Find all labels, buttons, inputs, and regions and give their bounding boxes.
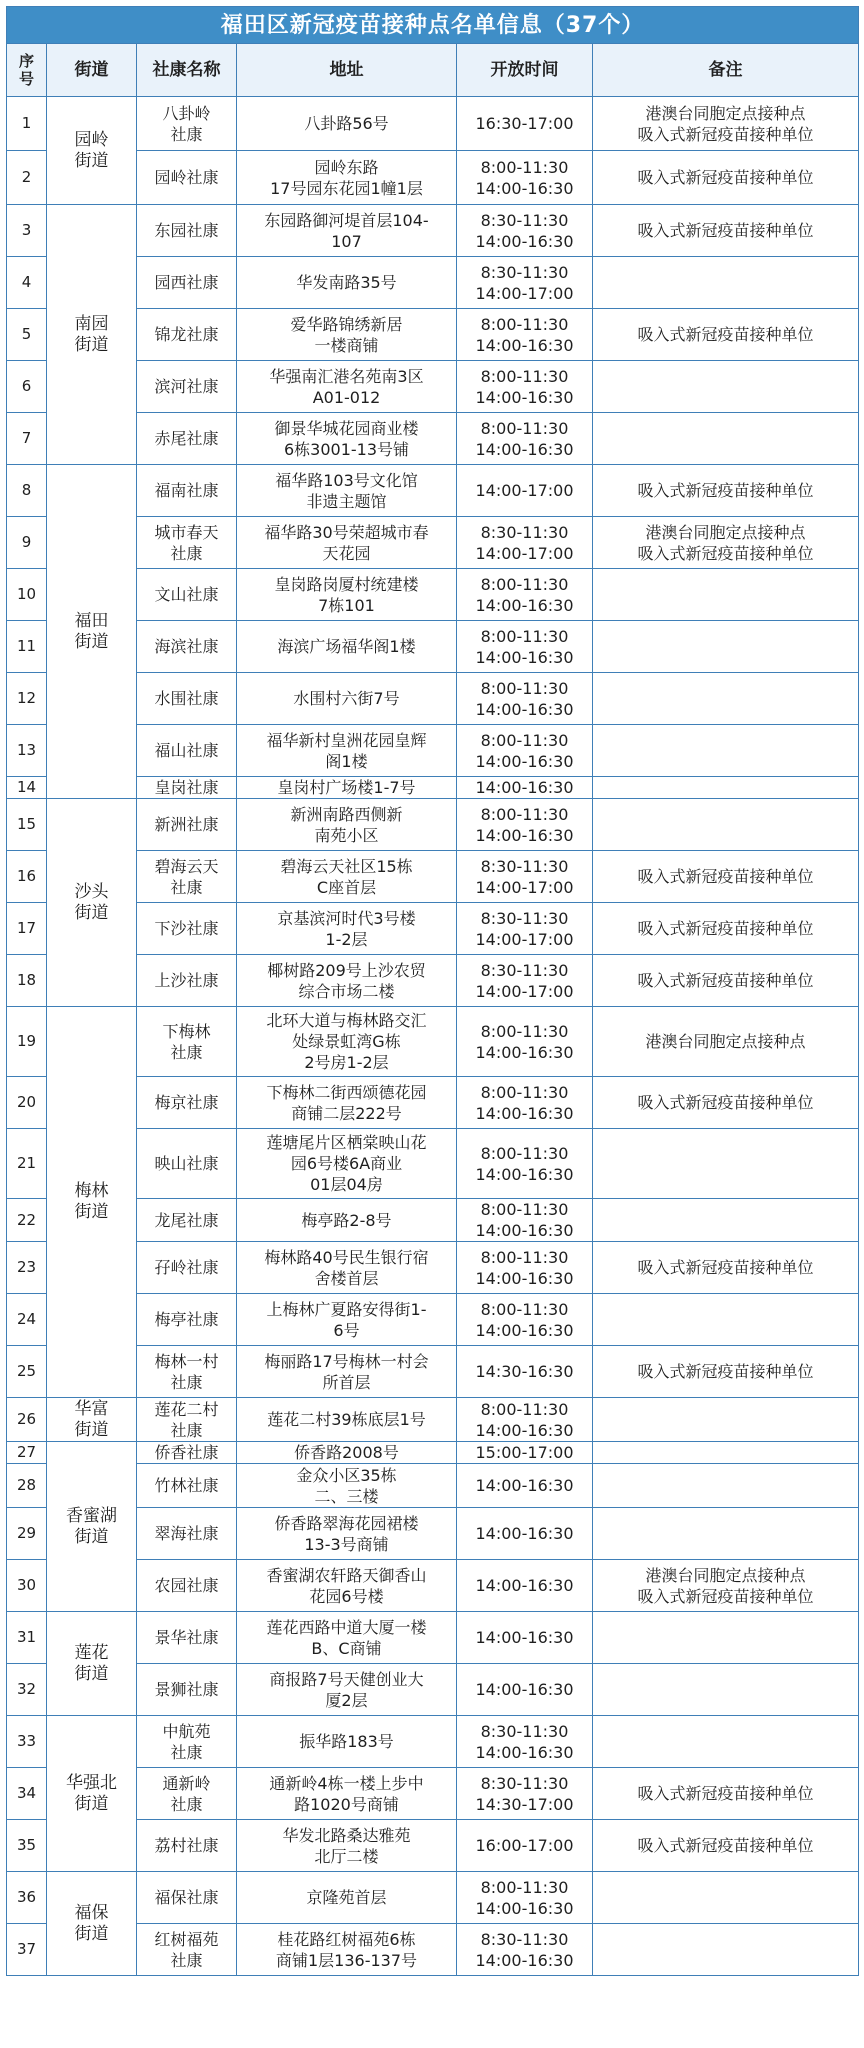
address-cell: 商报路7号天健创业大 厦2层 [237, 1664, 457, 1716]
address-cell: 福华新村皇洲花园皇辉 阁1楼 [237, 725, 457, 777]
hours-cell: 8:00-11:30 14:00-16:30 [457, 725, 593, 777]
table-row [7, 97, 859, 151]
note-cell [593, 413, 859, 465]
row-seq: 18 [7, 955, 47, 1007]
address-cell: 京隆苑首层 [237, 1872, 457, 1924]
address-cell: 梅丽路17号梅林一村会 所首层 [237, 1346, 457, 1398]
row-seq: 12 [7, 673, 47, 725]
note-cell: 吸入式新冠疫苗接种单位 [593, 1077, 859, 1129]
clinic-name: 荔村社康 [137, 1820, 237, 1872]
row-seq: 2 [7, 151, 47, 205]
address-cell: 福华路103号文化馆 非遗主题馆 [237, 465, 457, 517]
hours-cell: 16:00-17:00 [457, 1820, 593, 1872]
header-row [7, 44, 859, 97]
clinic-name: 下沙社康 [137, 903, 237, 955]
hours-cell: 14:00-16:30 [457, 1464, 593, 1508]
clinic-name: 福山社康 [137, 725, 237, 777]
street-name: 园岭 街道 [47, 97, 137, 205]
address-cell: 爱华路锦绣新居 一楼商铺 [237, 309, 457, 361]
address-cell: 莲花二村39栋底层1号 [237, 1398, 457, 1442]
address-cell: 香蜜湖农轩路天御香山 花园6号楼 [237, 1560, 457, 1612]
header-address: 地址 [237, 44, 457, 97]
hours-cell: 8:30-11:30 14:00-17:00 [457, 517, 593, 569]
clinic-name: 园岭社康 [137, 151, 237, 205]
address-cell: 振华路183号 [237, 1716, 457, 1768]
clinic-name: 水围社康 [137, 673, 237, 725]
note-cell: 吸入式新冠疫苗接种单位 [593, 1768, 859, 1820]
street-name: 沙头 街道 [47, 799, 137, 1007]
hours-cell: 8:30-11:30 14:00-16:30 [457, 1924, 593, 1976]
hours-cell: 8:00-11:30 14:00-16:30 [457, 799, 593, 851]
hours-cell: 8:30-11:30 14:00-16:30 [457, 205, 593, 257]
row-seq: 19 [7, 1007, 47, 1077]
note-cell: 吸入式新冠疫苗接种单位 [593, 151, 859, 205]
address-cell: 福华路30号荣超城市春 天花园 [237, 517, 457, 569]
clinic-name: 龙尾社康 [137, 1199, 237, 1242]
note-cell: 吸入式新冠疫苗接种单位 [593, 1242, 859, 1294]
clinic-name: 梅京社康 [137, 1077, 237, 1129]
address-cell: 京基滨河时代3号楼 1-2层 [237, 903, 457, 955]
table-row [7, 1398, 859, 1442]
note-cell [593, 1612, 859, 1664]
street-name: 华富 街道 [47, 1398, 137, 1442]
hours-cell: 8:30-11:30 14:00-17:00 [457, 257, 593, 309]
note-cell [593, 1664, 859, 1716]
clinic-name: 中航苑 社康 [137, 1716, 237, 1768]
note-cell [593, 1199, 859, 1242]
note-cell: 港澳台同胞定点接种点 吸入式新冠疫苗接种单位 [593, 97, 859, 151]
row-seq: 21 [7, 1129, 47, 1199]
row-seq: 4 [7, 257, 47, 309]
address-cell: 水围村六街7号 [237, 673, 457, 725]
row-seq: 16 [7, 851, 47, 903]
hours-cell: 8:00-11:30 14:00-16:30 [457, 151, 593, 205]
clinic-name: 梅林一村 社康 [137, 1346, 237, 1398]
address-cell: 下梅林二街西颂德花园 商铺二层222号 [237, 1077, 457, 1129]
header-seq: 序号 [7, 44, 47, 97]
clinic-name: 红树福苑 社康 [137, 1924, 237, 1976]
row-seq: 33 [7, 1716, 47, 1768]
clinic-name: 碧海云天 社康 [137, 851, 237, 903]
row-seq: 27 [7, 1442, 47, 1464]
address-cell: 园岭东路 17号园东花园1幢1层 [237, 151, 457, 205]
hours-cell: 8:00-11:30 14:00-16:30 [457, 309, 593, 361]
table-title: 福田区新冠疫苗接种点名单信息（37个） [7, 7, 859, 44]
note-cell [593, 1716, 859, 1768]
row-seq: 14 [7, 777, 47, 799]
header-street: 街道 [47, 44, 137, 97]
hours-cell: 8:30-11:30 14:00-16:30 [457, 1716, 593, 1768]
clinic-name: 海滨社康 [137, 621, 237, 673]
note-cell: 港澳台同胞定点接种点 吸入式新冠疫苗接种单位 [593, 517, 859, 569]
row-seq: 36 [7, 1872, 47, 1924]
note-cell [593, 1924, 859, 1976]
address-cell: 梅林路40号民生银行宿 舍楼首层 [237, 1242, 457, 1294]
note-cell [593, 1398, 859, 1442]
row-seq: 30 [7, 1560, 47, 1612]
row-seq: 7 [7, 413, 47, 465]
note-cell [593, 1129, 859, 1199]
hours-cell: 8:00-11:30 14:00-16:30 [457, 1398, 593, 1442]
note-cell [593, 1464, 859, 1508]
header-note: 备注 [593, 44, 859, 97]
row-seq: 9 [7, 517, 47, 569]
clinic-name: 滨河社康 [137, 361, 237, 413]
hours-cell: 14:00-16:30 [457, 1508, 593, 1560]
note-cell: 吸入式新冠疫苗接种单位 [593, 955, 859, 1007]
street-name: 莲花 街道 [47, 1612, 137, 1716]
row-seq: 25 [7, 1346, 47, 1398]
row-seq: 10 [7, 569, 47, 621]
row-seq: 23 [7, 1242, 47, 1294]
clinic-name: 八卦岭 社康 [137, 97, 237, 151]
note-cell [593, 725, 859, 777]
street-name: 南园 街道 [47, 205, 137, 465]
address-cell: 东园路御河堤首层104- 107 [237, 205, 457, 257]
hours-cell: 8:00-11:30 14:00-16:30 [457, 361, 593, 413]
street-name: 香蜜湖 街道 [47, 1442, 137, 1612]
table-row [7, 1442, 859, 1464]
address-cell: 皇岗路岗厦村统建楼 7栋101 [237, 569, 457, 621]
clinic-name: 莲花二村 社康 [137, 1398, 237, 1442]
table-row [7, 1007, 859, 1077]
row-seq: 29 [7, 1508, 47, 1560]
hours-cell: 8:00-11:30 14:00-16:30 [457, 1199, 593, 1242]
row-seq: 17 [7, 903, 47, 955]
address-cell: 通新岭4栋一楼上步中 路1020号商铺 [237, 1768, 457, 1820]
clinic-name: 下梅林 社康 [137, 1007, 237, 1077]
note-cell [593, 799, 859, 851]
clinic-name: 园西社康 [137, 257, 237, 309]
address-cell: 皇岗村广场楼1-7号 [237, 777, 457, 799]
clinic-name: 梅亭社康 [137, 1294, 237, 1346]
row-seq: 8 [7, 465, 47, 517]
clinic-name: 城市春天 社康 [137, 517, 237, 569]
row-seq: 34 [7, 1768, 47, 1820]
row-seq: 15 [7, 799, 47, 851]
note-cell: 吸入式新冠疫苗接种单位 [593, 1820, 859, 1872]
note-cell [593, 621, 859, 673]
clinic-name: 映山社康 [137, 1129, 237, 1199]
table-body [7, 97, 859, 1976]
hours-cell: 14:30-16:30 [457, 1346, 593, 1398]
vaccination-sites-table [6, 6, 859, 1976]
clinic-name: 文山社康 [137, 569, 237, 621]
clinic-name: 上沙社康 [137, 955, 237, 1007]
note-cell [593, 1508, 859, 1560]
hours-cell: 14:00-16:30 [457, 1612, 593, 1664]
table-row [7, 799, 859, 851]
clinic-name: 赤尾社康 [137, 413, 237, 465]
clinic-name: 新洲社康 [137, 799, 237, 851]
note-cell [593, 777, 859, 799]
table-row [7, 1872, 859, 1924]
address-cell: 上梅林广夏路安得街1- 6号 [237, 1294, 457, 1346]
hours-cell: 14:00-16:30 [457, 777, 593, 799]
hours-cell: 8:30-11:30 14:30-17:00 [457, 1768, 593, 1820]
address-cell: 海滨广场福华阁1楼 [237, 621, 457, 673]
row-seq: 37 [7, 1924, 47, 1976]
hours-cell: 8:00-11:30 14:00-16:30 [457, 1077, 593, 1129]
clinic-name: 侨香社康 [137, 1442, 237, 1464]
row-seq: 22 [7, 1199, 47, 1242]
clinic-name: 竹林社康 [137, 1464, 237, 1508]
address-cell: 华强南汇港名苑南3区 A01-012 [237, 361, 457, 413]
address-cell: 华发南路35号 [237, 257, 457, 309]
address-cell: 八卦路56号 [237, 97, 457, 151]
note-cell: 吸入式新冠疫苗接种单位 [593, 903, 859, 955]
hours-cell: 8:00-11:30 14:00-16:30 [457, 1872, 593, 1924]
row-seq: 1 [7, 97, 47, 151]
hours-cell: 8:00-11:30 14:00-16:30 [457, 673, 593, 725]
hours-cell: 8:00-11:30 14:00-16:30 [457, 569, 593, 621]
hours-cell: 8:00-11:30 14:00-16:30 [457, 1242, 593, 1294]
row-seq: 24 [7, 1294, 47, 1346]
note-cell [593, 673, 859, 725]
address-cell: 莲塘尾片区栖棠映山花 园6号楼6A商业 01层04房 [237, 1129, 457, 1199]
clinic-name: 景华社康 [137, 1612, 237, 1664]
note-cell: 吸入式新冠疫苗接种单位 [593, 851, 859, 903]
table-row [7, 1716, 859, 1768]
street-name: 福保 街道 [47, 1872, 137, 1976]
note-cell [593, 361, 859, 413]
row-seq: 26 [7, 1398, 47, 1442]
note-cell: 吸入式新冠疫苗接种单位 [593, 205, 859, 257]
row-seq: 20 [7, 1077, 47, 1129]
hours-cell: 8:00-11:30 14:00-16:30 [457, 1294, 593, 1346]
address-cell: 御景华城花园商业楼 6栋3001-13号铺 [237, 413, 457, 465]
row-seq: 28 [7, 1464, 47, 1508]
note-cell: 吸入式新冠疫苗接种单位 [593, 309, 859, 361]
clinic-name: 福南社康 [137, 465, 237, 517]
address-cell: 桂花路红树福苑6栋 商铺1层136-137号 [237, 1924, 457, 1976]
street-name: 梅林 街道 [47, 1007, 137, 1398]
clinic-name: 锦龙社康 [137, 309, 237, 361]
row-seq: 6 [7, 361, 47, 413]
address-cell: 椰树路209号上沙农贸 综合市场二楼 [237, 955, 457, 1007]
address-cell: 侨香路翠海花园裙楼 13-3号商铺 [237, 1508, 457, 1560]
note-cell [593, 1872, 859, 1924]
row-seq: 35 [7, 1820, 47, 1872]
hours-cell: 8:00-11:30 14:00-16:30 [457, 621, 593, 673]
clinic-name: 东园社康 [137, 205, 237, 257]
hours-cell: 14:00-16:30 [457, 1664, 593, 1716]
header-clinic: 社康名称 [137, 44, 237, 97]
hours-cell: 14:00-17:00 [457, 465, 593, 517]
note-cell: 吸入式新冠疫苗接种单位 [593, 465, 859, 517]
clinic-name: 景狮社康 [137, 1664, 237, 1716]
address-cell: 金众小区35栋 二、三楼 [237, 1464, 457, 1508]
street-name: 华强北 街道 [47, 1716, 137, 1872]
hours-cell: 14:00-16:30 [457, 1560, 593, 1612]
note-cell [593, 1294, 859, 1346]
hours-cell: 8:00-11:30 14:00-16:30 [457, 1007, 593, 1077]
clinic-name: 农园社康 [137, 1560, 237, 1612]
hours-cell: 8:30-11:30 14:00-17:00 [457, 955, 593, 1007]
note-cell [593, 569, 859, 621]
row-seq: 3 [7, 205, 47, 257]
row-seq: 31 [7, 1612, 47, 1664]
header-hours: 开放时间 [457, 44, 593, 97]
note-cell [593, 257, 859, 309]
address-cell: 莲花西路中道大厦一楼 B、C商铺 [237, 1612, 457, 1664]
hours-cell: 15:00-17:00 [457, 1442, 593, 1464]
hours-cell: 8:00-11:30 14:00-16:30 [457, 1129, 593, 1199]
row-seq: 5 [7, 309, 47, 361]
clinic-name: 翠海社康 [137, 1508, 237, 1560]
address-cell: 碧海云天社区15栋 C座首层 [237, 851, 457, 903]
hours-cell: 8:00-11:30 14:00-16:30 [457, 413, 593, 465]
table-row [7, 465, 859, 517]
clinic-name: 福保社康 [137, 1872, 237, 1924]
address-cell: 北环大道与梅林路交汇 处绿景虹湾G栋 2号房1-2层 [237, 1007, 457, 1077]
address-cell: 梅亭路2-8号 [237, 1199, 457, 1242]
hours-cell: 8:30-11:30 14:00-17:00 [457, 903, 593, 955]
address-cell: 华发北路桑达雅苑 北厅二楼 [237, 1820, 457, 1872]
note-cell [593, 1442, 859, 1464]
clinic-name: 孖岭社康 [137, 1242, 237, 1294]
hours-cell: 8:30-11:30 14:00-17:00 [457, 851, 593, 903]
note-cell: 吸入式新冠疫苗接种单位 [593, 1346, 859, 1398]
hours-cell: 16:30-17:00 [457, 97, 593, 151]
row-seq: 13 [7, 725, 47, 777]
row-seq: 32 [7, 1664, 47, 1716]
address-cell: 新洲南路西侧新 南苑小区 [237, 799, 457, 851]
clinic-name: 皇岗社康 [137, 777, 237, 799]
street-name: 福田 街道 [47, 465, 137, 799]
note-cell: 港澳台同胞定点接种点 吸入式新冠疫苗接种单位 [593, 1560, 859, 1612]
note-cell: 港澳台同胞定点接种点 [593, 1007, 859, 1077]
address-cell: 侨香路2008号 [237, 1442, 457, 1464]
table-row [7, 205, 859, 257]
table-row [7, 1612, 859, 1664]
clinic-name: 通新岭 社康 [137, 1768, 237, 1820]
row-seq: 11 [7, 621, 47, 673]
